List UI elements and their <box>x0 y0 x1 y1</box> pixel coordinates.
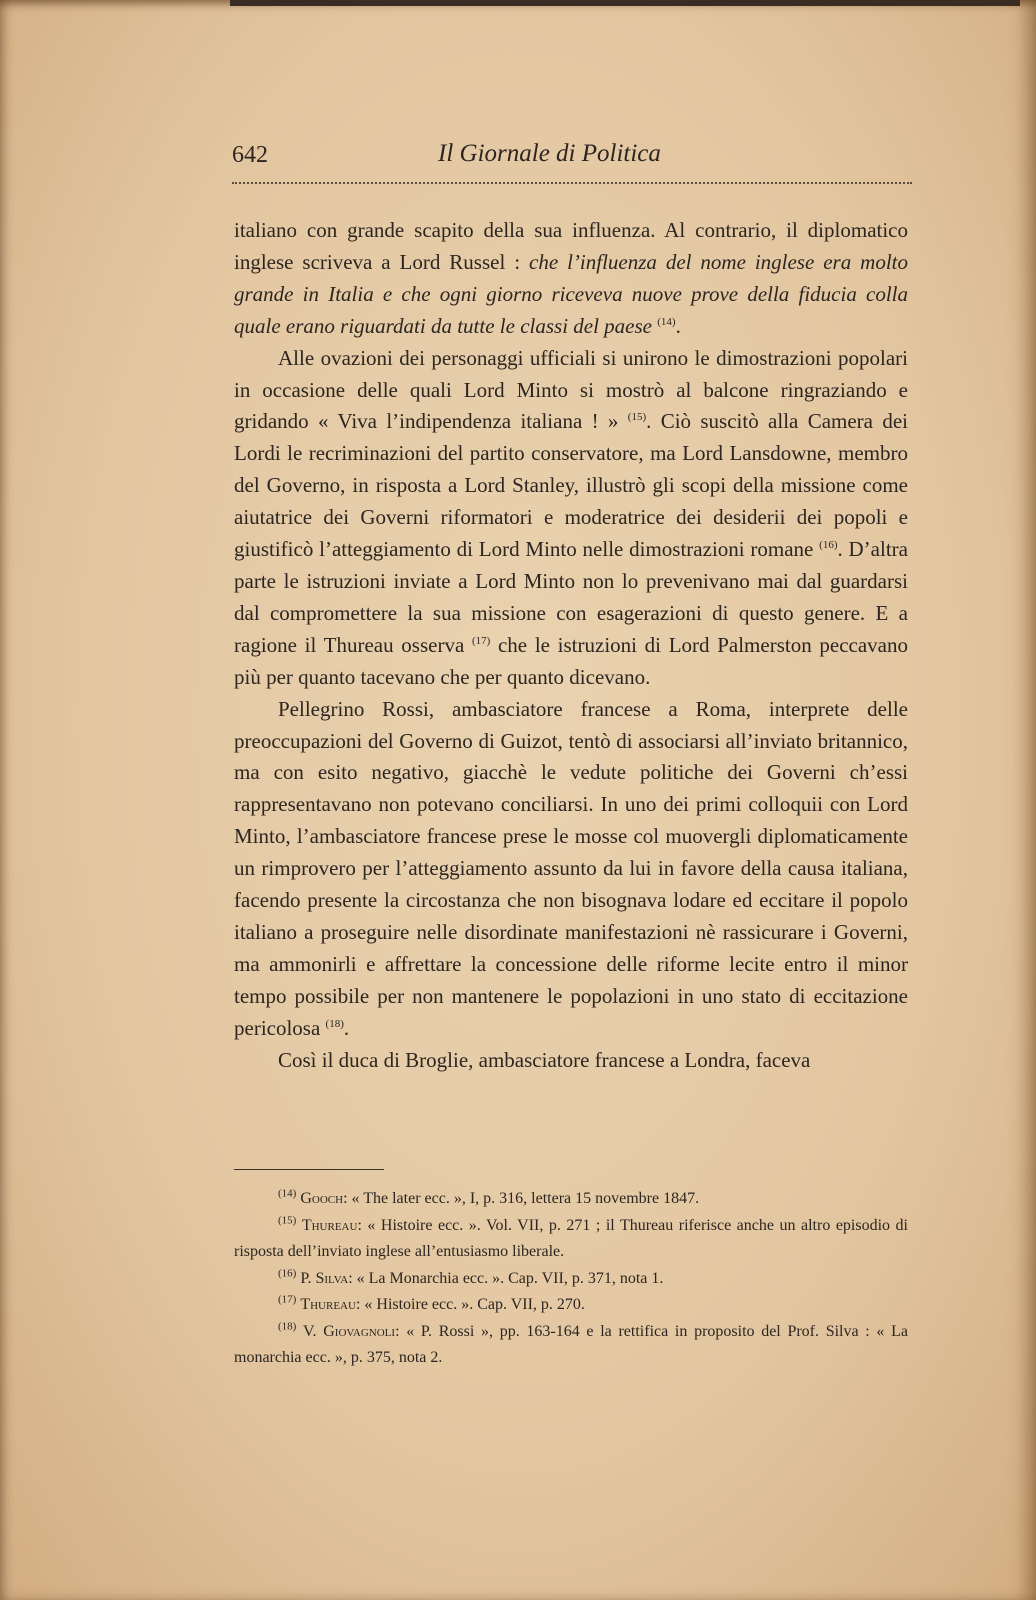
page-number: 642 <box>232 142 268 168</box>
footnote-ref-14: (14) <box>657 315 676 328</box>
quoted-passage: che l’influenza del nome inglese era molto grande in Italia e che ogni giorno riceveva nuove prove della fiducia colla quale erano riguardati da tutte le classi del paese <box>234 249 908 338</box>
footnote-ref-17: (17) <box>471 634 491 647</box>
paragraph-1: italiano con grande scapito della sua influenza. Al contrario, il diplomatico inglese scriveva a Lord Russel : che l’influenza del nome inglese era molto grande in Italia e che ogni giorno riceveva nuove prove della fiducia colla quale erano riguardati da tutte le classi del paese $^{(14)}$. <box>234 218 908 338</box>
footnote <box>234 1213 908 1266</box>
footnote-ref-16: (16) <box>819 539 838 552</box>
footnote-author: V. Giovagnoli <box>303 1322 396 1340</box>
footnote-author: Thureau <box>300 1296 356 1313</box>
footnote <box>234 1319 908 1372</box>
footnote-text: : « La Monarchia ecc. ». Cap. VII, p. 371, nota 1. <box>348 1269 664 1287</box>
footnote-ref-15: (15) <box>627 411 647 424</box>
footnote-author: P. Silva <box>300 1269 349 1287</box>
footnote-mark: (18) <box>278 1320 297 1333</box>
footnote-text: : « Histoire ecc. ». Cap. VII, p. 270. <box>355 1296 585 1313</box>
paragraph-3: Pellegrino Rossi, ambasciatore francese a Roma, interprete delle preoccupazioni del Governo di Guizot, tentò di associarsi all’inviato britannico, ma con esito negativo, giacchè le vedute politiche dei Governi ch’essi rappresentavano non potevano conciliarsi. In uno dei primi colloquii con Lord Minto, l’ambasciatore francese prese le mosse col muovergli diplomaticamente un rimprovero per l’atteggiamento assunto da lui in favore della causa italiana, facendo presente la circostanza che non bisognava lodare ed eccitare il popolo italiano a proseguire nelle disordinate manifestazioni nè rassicurare i Governi, ma ammonirli e affrettare la concessione delle riforme lecite entro il minor tempo possibile per non mantenere le popolazioni in uno stato di eccitazione pericolosa $^{(18)}$. <box>234 696 908 1040</box>
footnote <box>234 1292 908 1319</box>
page-header <box>232 142 912 174</box>
paragraph-2: Alle ovazioni dei personaggi ufficiali si unirono le dimostrazioni popolari in occasione delle quali Lord Minto si mostrò al balcone ringraziando e gridando « Viva l’indipendenza italiana ! » $^{(15)}$. Ciò suscitò alla Camera dei Lordi le recriminazioni del partito conservatore, ma Lord Lansdowne, membro del Governo, in risposta a Lord Stanley, illustrò gli scopi della missione come aiutatrice dei Governi riformatori e moderatrice dei desiderii dei popoli e giustificò l’atteggiamento di Lord Minto nelle dimostrazioni romane $^{(16)}$. D’altra parte le istruzioni inviate a Lord Minto non lo prevenivano mai dal guardarsi dal compromettere la sua missione con esagerazioni di questo genere. E a ragione il Thureau osserva $^{(17)}$ che le istruzioni di Lord Palmerston peccavano più per quanto tacevano che per quanto dicevano. <box>234 345 908 689</box>
main-text <box>234 215 908 1076</box>
footnote <box>234 1186 908 1213</box>
paragraph-4: Così il duca di Broglie, ambasciatore francese a Londra, faceva <box>278 1047 811 1072</box>
page-top-edge <box>230 0 1020 6</box>
header-dotted-rule <box>232 182 912 184</box>
footnote-mark: (15) <box>278 1214 297 1227</box>
footnote-mark: (16) <box>278 1267 297 1280</box>
footnote-separator <box>234 1169 384 1170</box>
footnote-author: Thureau <box>301 1216 358 1234</box>
footnotes <box>234 1186 908 1372</box>
footnote-text: : « P. Rossi », pp. 163-164 e la rettifica in proposito del Prof. Silva : « La monarchia ecc. », p. 375, nota 2. <box>234 1322 909 1366</box>
running-title: Il Giornale di Politica <box>438 140 661 167</box>
footnote-mark: (14) <box>278 1187 297 1200</box>
footnote-mark: (17) <box>278 1293 297 1306</box>
footnote-text: : « Histoire ecc. ». Vol. VII, p. 271 ; il Thureau riferisce anche un altro episodio di risposta dell’inviato inglese all’entusiasmo liberale. <box>234 1216 908 1260</box>
footnote-text: : « The later ecc. », I, p. 316, lettera 15 novembre 1847. <box>343 1190 700 1207</box>
footnote <box>234 1266 908 1293</box>
footnote-ref-18: (18) <box>325 1017 344 1030</box>
footnote-author: Gooch <box>300 1190 344 1207</box>
